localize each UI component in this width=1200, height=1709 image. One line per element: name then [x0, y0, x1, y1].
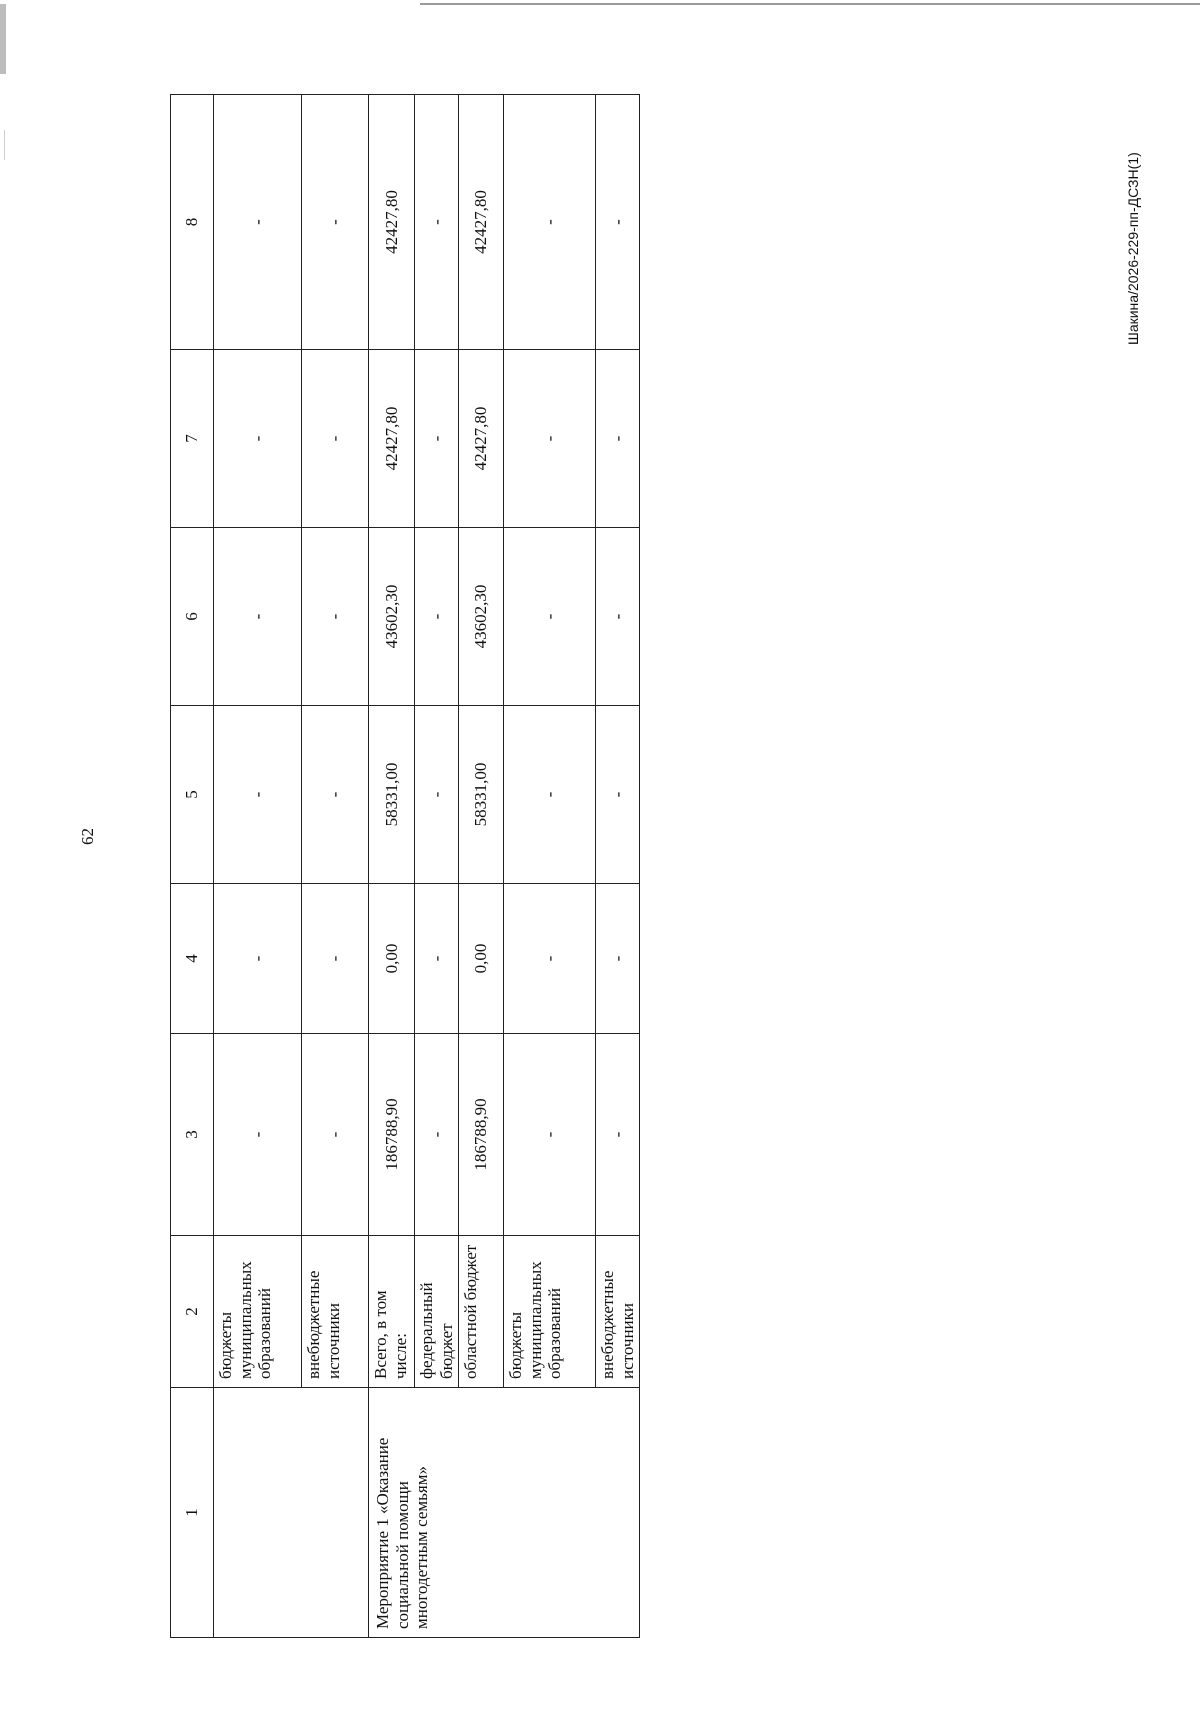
- value-cell: 58331,00: [369, 706, 415, 884]
- value-cell: 0,00: [369, 884, 415, 1034]
- scan-artifact-line: [420, 3, 1200, 5]
- value-cell: -: [596, 706, 640, 884]
- value-cell: -: [214, 884, 302, 1034]
- value-cell: -: [596, 1034, 640, 1236]
- category-cell: бюджеты муниципальных образований: [214, 1236, 302, 1388]
- value-cell: -: [302, 884, 369, 1034]
- header-cell-5: 5: [171, 706, 214, 884]
- budget-table: [170, 94, 640, 1638]
- value-cell: -: [504, 1034, 596, 1236]
- value-cell: -: [596, 884, 640, 1034]
- value-cell: -: [415, 1034, 459, 1236]
- document-code: Шакина/2026-229-пп-ДСЗН(1): [1125, 152, 1141, 345]
- value-cell: -: [214, 528, 302, 706]
- budget-table-container: [170, 95, 638, 1638]
- header-cell-7: 7: [171, 350, 214, 528]
- value-cell: -: [214, 706, 302, 884]
- category-cell: бюджеты муниципальных образований: [504, 1236, 596, 1388]
- value-cell: -: [214, 350, 302, 528]
- category-cell: внебюджетные источники: [596, 1236, 640, 1388]
- category-cell: внебюджетные источники: [302, 1236, 369, 1388]
- scan-artifact-mark: [0, 4, 6, 74]
- value-cell: -: [415, 350, 459, 528]
- value-cell: -: [596, 528, 640, 706]
- header-cell-6: 6: [171, 528, 214, 706]
- value-cell: 43602,30: [459, 528, 504, 706]
- header-cell-1: 1: [171, 1388, 214, 1638]
- value-cell: -: [214, 95, 302, 350]
- value-cell: -: [415, 884, 459, 1034]
- value-cell: 42427,80: [369, 350, 415, 528]
- value-cell: 186788,90: [459, 1034, 504, 1236]
- value-cell: -: [214, 1034, 302, 1236]
- empty-measure-cell: [214, 1388, 369, 1638]
- value-cell: -: [596, 350, 640, 528]
- table-header-row: [171, 95, 214, 1638]
- value-cell: -: [415, 706, 459, 884]
- value-cell: 43602,30: [369, 528, 415, 706]
- value-cell: -: [302, 1034, 369, 1236]
- table-row: [214, 95, 302, 1638]
- value-cell: -: [504, 884, 596, 1034]
- header-cell-8: 8: [171, 95, 214, 350]
- value-cell: 42427,80: [459, 95, 504, 350]
- value-cell: -: [504, 706, 596, 884]
- value-cell: -: [302, 706, 369, 884]
- measure-title-cell: Мероприятие 1 «Оказание социальной помощи многодетным семьям»: [369, 1388, 640, 1638]
- value-cell: -: [302, 528, 369, 706]
- header-cell-3: 3: [171, 1034, 214, 1236]
- value-cell: 42427,80: [459, 350, 504, 528]
- page-number: 62: [78, 828, 97, 845]
- value-cell: 186788,90: [369, 1034, 415, 1236]
- value-cell: -: [415, 95, 459, 350]
- header-cell-4: 4: [171, 884, 214, 1034]
- value-cell: -: [596, 95, 640, 350]
- category-cell: федеральный бюджет: [415, 1236, 459, 1388]
- value-cell: -: [415, 528, 459, 706]
- value-cell: -: [504, 528, 596, 706]
- scan-artifact-mark: [4, 130, 5, 160]
- value-cell: -: [504, 350, 596, 528]
- value-cell: 42427,80: [369, 95, 415, 350]
- header-cell-2: 2: [171, 1236, 214, 1388]
- category-cell: Всего, в том числе:: [369, 1236, 415, 1388]
- category-cell: областной бюджет: [459, 1236, 504, 1388]
- value-cell: 58331,00: [459, 706, 504, 884]
- value-cell: -: [302, 95, 369, 350]
- value-cell: 0,00: [459, 884, 504, 1034]
- table-row: [369, 95, 415, 1638]
- value-cell: -: [504, 95, 596, 350]
- value-cell: -: [302, 350, 369, 528]
